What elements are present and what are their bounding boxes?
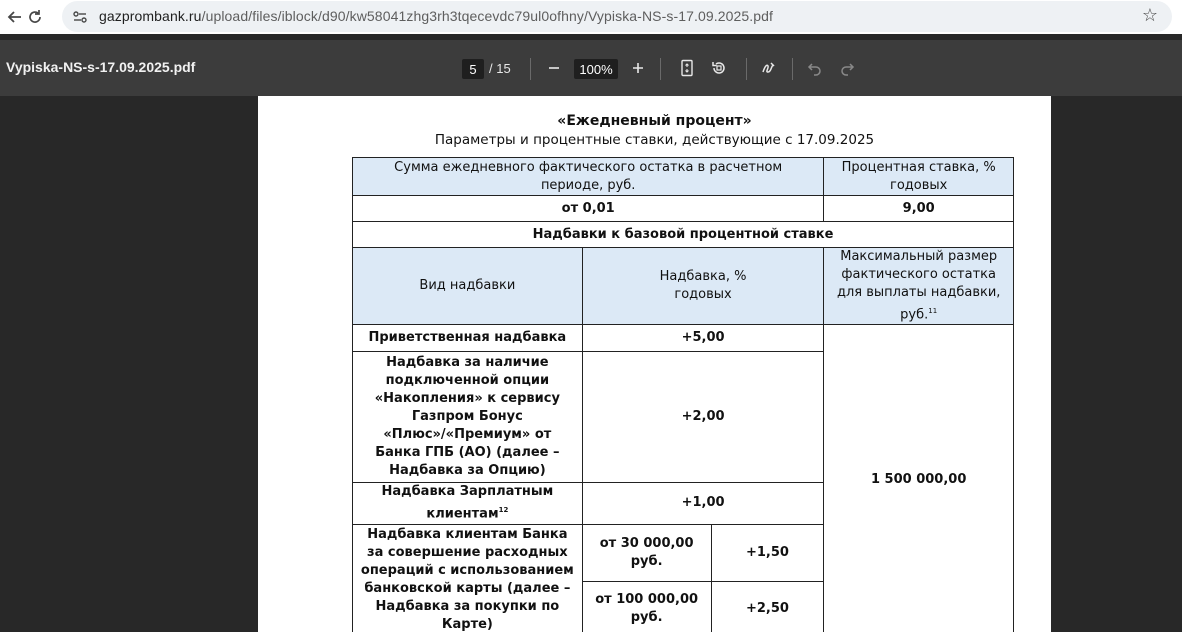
rates-table [352, 157, 1014, 632]
table-header-row [353, 158, 1014, 196]
toolbar-divider [792, 58, 793, 80]
tier-threshold: от 100 000,00 руб. [582, 581, 711, 632]
header-max [824, 248, 1014, 325]
table-row [353, 196, 1014, 222]
bonus-header-row [353, 248, 1014, 325]
page-total: / 15 [489, 61, 511, 76]
tier-threshold: от 30 000,00 руб. [582, 524, 711, 581]
site-info-icon[interactable] [70, 7, 90, 27]
rotate-icon[interactable] [707, 56, 731, 80]
redo-icon[interactable] [835, 56, 859, 80]
document-heading [258, 112, 1051, 150]
url-path: /upload/files/iblock/d90/kw58041zhg3rh3tqecevdc79ul0ofhny/Vypiska-NS-s-17.09.2025.pdf [201, 8, 774, 24]
header-amount: Сумма ежедневного фактического остатка в расчетном периоде, руб. [353, 158, 824, 196]
toolbar-divider [660, 58, 661, 80]
header-max-text: Максимальный размер фактического остатка для выплаты надбавки, руб. [836, 249, 1001, 323]
url-domain: gazprombank.ru [99, 8, 202, 24]
bonus-value: +2,00 [582, 352, 824, 483]
footnote-12: 12 [498, 506, 509, 515]
tier-value: +1,50 [711, 524, 824, 581]
toolbar-divider [530, 58, 531, 80]
zoom-in-icon[interactable] [626, 56, 650, 80]
page-number-input[interactable]: 5 [462, 59, 484, 79]
fit-page-icon[interactable] [675, 56, 699, 80]
doc-subtitle: Параметры и процентные ставки, действующие с 17.09.2025 [434, 132, 875, 148]
reload-icon[interactable] [22, 4, 48, 30]
bonus-value: +1,00 [582, 483, 824, 524]
doc-title: «Ежедневный процент» [557, 113, 752, 129]
zoom-input[interactable]: 100% [574, 59, 618, 79]
section-title: Надбавки к базовой процентной ставке [353, 222, 1014, 248]
bonus-name: Надбавка за наличие подключенной опции «Накопления» к сервису Газпром Бонус «Плюс»/«Премиум» от Банка ГПБ (АО) (далее – Надбавка за Опцию) [353, 352, 583, 483]
pdf-page [258, 96, 1051, 632]
toolbar-divider [746, 58, 747, 80]
document-title: Vypiska-NS-s-17.09.2025.pdf [6, 59, 196, 75]
undo-icon[interactable] [803, 56, 827, 80]
amount-from-cell: от 0,01 [353, 196, 824, 222]
bonus-name [353, 483, 583, 524]
card-bonus-name: Надбавка клиентам Банка за совершение расходных операций с использованием банковской карты (далее – Надбавка за покупки по Карте) [353, 524, 583, 632]
annotate-pen-icon[interactable] [757, 56, 781, 80]
footnote-11: 11 [928, 307, 938, 315]
pdf-viewer[interactable] [0, 96, 1182, 632]
bonus-name: Приветственная надбавка [353, 325, 583, 352]
pdf-toolbar [0, 40, 1182, 96]
bonus-value: +5,00 [582, 325, 824, 352]
table-row [353, 222, 1014, 248]
browser-address-bar [0, 0, 1182, 34]
zoom-out-icon[interactable] [542, 56, 566, 80]
tier-value: +2,50 [711, 581, 824, 632]
bookmark-star-icon[interactable]: ☆ [1141, 5, 1158, 26]
header-kind: Вид надбавки [353, 248, 583, 325]
header-bonus: Надбавка, % годовых [582, 248, 824, 325]
bonus-name-text: Надбавка Зарплатным клиентам [381, 484, 554, 522]
max-balance-cell: 1 500 000,00 [824, 325, 1014, 632]
header-rate: Процентная ставка, % годовых [824, 158, 1014, 196]
rate-cell: 9,00 [824, 196, 1014, 222]
table-row [353, 325, 1014, 352]
url-bar[interactable] [62, 1, 1172, 32]
url-text[interactable] [99, 8, 773, 24]
